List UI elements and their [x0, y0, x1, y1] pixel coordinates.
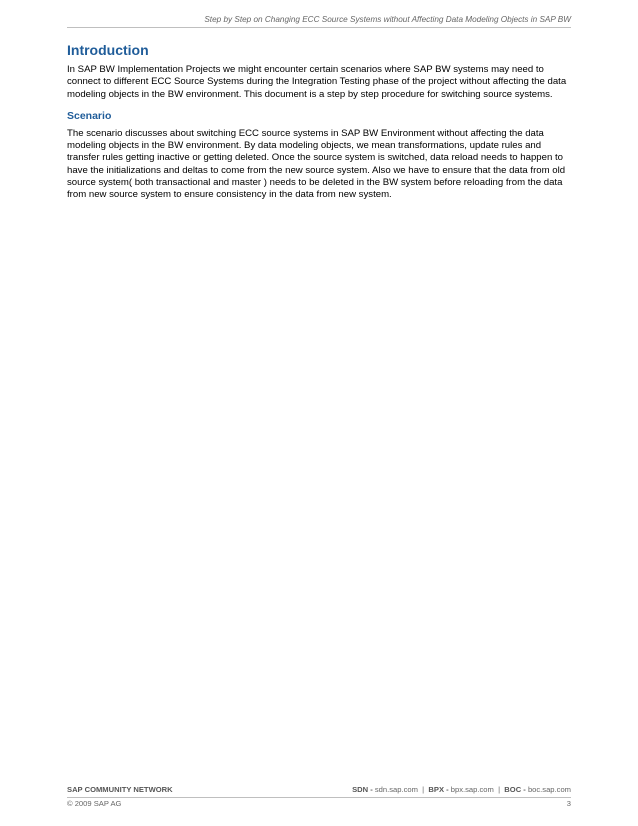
introduction-paragraph: In SAP BW Implementation Projects we might encounter certain scenarios where SAP BW systems may need to connect to different ECC Source Systems during the Integration Testing phase of the project without affecting the data modeling objects in the BW environment. This document is a step by step procedure for switching source systems. [67, 64, 567, 100]
footer-sdn-link[interactable]: sdn.sap.com [374, 785, 418, 794]
footer-boc-label: BOC - [504, 785, 526, 794]
footer-bpx-label: BPX - [428, 785, 449, 794]
running-header: Step by Step on Changing ECC Source Systems without Affecting Data Modeling Objects in SAP BW [67, 15, 571, 28]
footer-boc-link[interactable]: boc.sap.com [527, 785, 571, 794]
page-content [67, 42, 572, 202]
scenario-paragraph: The scenario discusses about switching ECC source systems in SAP BW Environment without affecting the data modeling objects in the BW environment. By data modeling objects, we mean transformations, update rules and transfer rules getting inactive or getting deleted. Once the source system is switched, data reload needs to happen to have the initializations and deltas to come from the new source system. Also we have to ensure that the data from old source system( both transactional and master ) needs to be deleted in the BW system before reloading from the data from new source system to ensure consistency in the data from new system. [67, 127, 566, 201]
footer-copyright: © 2009 SAP AG [67, 799, 122, 808]
page-footer [67, 785, 571, 813]
footer-separator: | [422, 785, 425, 794]
footer-site-links [352, 785, 571, 794]
footer-network-name: SAP COMMUNITY NETWORK [67, 785, 173, 794]
footer-bpx-link[interactable]: bpx.sap.com [450, 785, 494, 794]
scenario-heading: Scenario [67, 109, 112, 122]
footer-sdn-label: SDN - [352, 785, 373, 794]
introduction-heading: Introduction [67, 42, 149, 58]
footer-divider [67, 797, 571, 798]
footer-separator: | [498, 785, 501, 794]
footer-page-number: 3 [566, 799, 571, 808]
